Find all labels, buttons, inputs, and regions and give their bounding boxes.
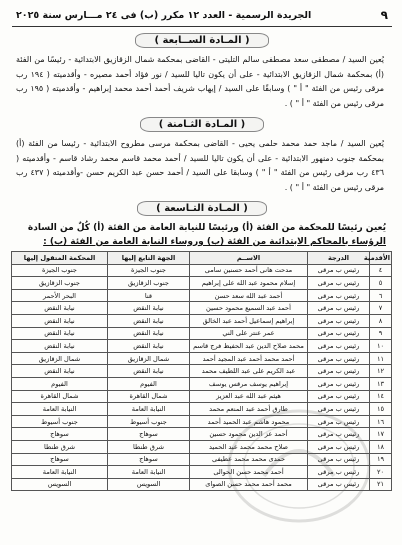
col-header-affiliation: الجهة التابع إليها — [108, 252, 190, 265]
cell-affiliation: النيابة العامة — [108, 403, 190, 416]
cell-affiliation: نيابة النقض — [108, 302, 190, 315]
cell-affiliation: شرق طنطا — [108, 440, 190, 453]
cell-rank: رئيس ب مرقى — [308, 403, 370, 416]
cell-affiliation: شمال القاهرة — [108, 390, 190, 403]
table-row — [12, 377, 392, 390]
article9-heading: ( المـادة التـاسعة ) — [12, 201, 392, 216]
cell-affiliation: سوهاج — [108, 428, 190, 441]
cell-destination: شمال الزقازيق — [12, 352, 108, 365]
cell-name: هيثم عبد الله عبد العزيز — [190, 390, 308, 403]
cell-affiliation: نيابة النقض — [108, 327, 190, 340]
cell-seniority: ٧ — [370, 302, 392, 315]
cell-seniority: ٨ — [370, 314, 392, 327]
article7-text: يُعين السيد / مصطفى سعد مصطفى سالم التليتى - القاضى بمحكمة شمال الزقازيق الابتدائية - رئيسًا من الفئة (أ) بمحكمة شمال الزقازيق الابتدائية - على أن يكون تاليا للسيد / نور فؤاد أحمد مصيره - وأقدميته ( ١٩٤ رب مرقى رئيس من الفئة " أ " ) وسابقًا على السيد / إيهاب شريف أحمد أحمد محمد إبراهيم - وأقدميته ( ١٩٥ رب مرقى رئيس من الفئة " أ " ) . — [16, 55, 385, 108]
table-row — [12, 440, 392, 453]
col-header-destination: المحكمة المتقول إليها — [12, 252, 108, 265]
cell-rank: رئيس ب مرقى — [308, 340, 370, 353]
cell-name: محمد صلاح الدين عبد الحفيظ فرج قاسم — [190, 340, 308, 353]
cell-seniority: ٢٠ — [370, 466, 392, 479]
cell-destination: شرق طنطا — [12, 440, 108, 453]
cell-destination: سوهاج — [12, 428, 108, 441]
cell-name: أحمد عبد السميع محمود حسين — [190, 302, 308, 315]
cell-seniority: ١٥ — [370, 403, 392, 416]
table-row — [12, 340, 392, 353]
cell-seniority: ١٦ — [370, 415, 392, 428]
table-row — [12, 277, 392, 290]
cell-rank: رئيس ب مرقى — [308, 377, 370, 390]
cell-seniority: ٩ — [370, 327, 392, 340]
page-header — [12, 6, 392, 24]
cell-name: محمد أحمد محمد حسن الصواى — [190, 478, 308, 491]
cell-rank: رئيس ب مرقى — [308, 478, 370, 491]
cell-seniority: ٥ — [370, 277, 392, 290]
article9-intro-line2: الرؤساء بالمحاكم الابتدائية من الفئة (ب) وروساء النيابة العامة من الفئة (ب) : — [43, 237, 386, 247]
cell-name: حمدى محمد محمد عطيفى — [190, 453, 308, 466]
cell-affiliation: السويس — [108, 478, 190, 491]
cell-name: أحمد محمد أحمد عبد المجيد أحمد — [190, 352, 308, 365]
cell-name: إسلام محمود عبد الله على إبراهيم — [190, 277, 308, 290]
cell-destination: جنوب الجيزة — [12, 264, 108, 277]
cell-rank: رئيس ب مرقى — [308, 415, 370, 428]
table-row — [12, 327, 392, 340]
cell-destination: شمال القاهرة — [12, 390, 108, 403]
cell-destination: نيابة النقض — [12, 314, 108, 327]
cell-destination: الفيوم — [12, 377, 108, 390]
col-header-seniority: الأقدمية — [370, 252, 392, 265]
table-row — [12, 403, 392, 416]
cell-rank: رئيس ب مرقى — [308, 365, 370, 378]
cell-name: طارق أحمد عبد المنعم محمد — [190, 403, 308, 416]
cell-affiliation: نيابة النقض — [108, 314, 190, 327]
cell-destination: جنوب الزقازيق — [12, 277, 108, 290]
table-row — [12, 365, 392, 378]
cell-seniority: ٤ — [370, 264, 392, 277]
col-header-rank: الدرجة — [308, 252, 370, 265]
header-divider — [12, 26, 392, 27]
cell-destination: جنوب أسيوط — [12, 415, 108, 428]
cell-destination: نيابة النقض — [12, 327, 108, 340]
table-row — [12, 289, 392, 302]
article8-text: يُعين السيد / ماجد حمد محمد حلمى يحيى - القاضى بمحكمة مرسى مطروح الابتدائية - رئيسا من الفئة (أ) بمحكمة جنوب دمنهور الابتدائية - على أن يكون تاليا للسيد / أحمد محمد قاسم محمد رشاد قاسم - وأقدميته ( ٤٣٦ رب مرقى رئيس من الفئة " أ " ) وسابقا على السيد / أحمد حسن عبد الكريم حسن -وأقدميته ( ٤٣٧ رب مرقى رئيس من الفئة " أ " ) . — [16, 139, 385, 192]
cell-rank: رئيس ب مرقى — [308, 264, 370, 277]
cell-name: صلاح محمد محمد عبد الحميد — [190, 440, 308, 453]
gazette-title: الجريدة الرسمية - العدد ١٢ مكرر (ب) فى ٢٤ مـــارس سنة ٢٠٢٥ — [16, 9, 312, 21]
cell-destination: السويس — [12, 478, 108, 491]
cell-name: عمر عنتر على الني — [190, 327, 308, 340]
cell-name: أحمد عز الدين محمود حسين — [190, 428, 308, 441]
gazette-page — [12, 6, 392, 540]
cell-rank: رئيس ب مرقى — [308, 390, 370, 403]
table-row — [12, 453, 392, 466]
page-number: ٩ — [380, 8, 388, 22]
cell-seniority: ٢١ — [370, 478, 392, 491]
cell-seniority: ١٨ — [370, 440, 392, 453]
table-row — [12, 264, 392, 277]
cell-rank: رئيس ب مرقى — [308, 428, 370, 441]
cell-rank: رئيس ب مرقى — [308, 440, 370, 453]
cell-affiliation: جنوب الزقازيق — [108, 277, 190, 290]
table-row — [12, 314, 392, 327]
cell-name: إبراهيم إسماعيل أحمد عبد الخالق — [190, 314, 308, 327]
cell-name: محمود هاشم عبد الحميد أحمد — [190, 415, 308, 428]
cell-destination: نيابة النقض — [12, 365, 108, 378]
article9-intro — [12, 221, 392, 249]
cell-rank: رئيس ب مرقى — [308, 453, 370, 466]
table-row — [12, 428, 392, 441]
cell-rank: رئيس ب مرقى — [308, 277, 370, 290]
cell-seniority: ١٣ — [370, 377, 392, 390]
article9-intro-line1: يُعين رئيسًا للمحكمة من الفئة (أ) ورئيسًا للنيابة العامة من الفئة (أ) كُلٌ من السادة — [27, 223, 386, 233]
table-header-row — [12, 252, 392, 265]
cell-affiliation: سوهاج — [108, 453, 190, 466]
appointments-table — [11, 251, 392, 491]
table-row — [12, 415, 392, 428]
table-row — [12, 478, 392, 491]
cell-name: عبد الكريم على عبد اللطيف محمد — [190, 365, 308, 378]
table-row — [12, 302, 392, 315]
cell-rank: رئيس ب مرقى — [308, 314, 370, 327]
cell-seniority: ١٧ — [370, 428, 392, 441]
table-body — [12, 264, 392, 491]
cell-destination: البحر الأحمر — [12, 289, 108, 302]
cell-seniority: ١٤ — [370, 390, 392, 403]
cell-seniority: ١٢ — [370, 365, 392, 378]
cell-seniority: ١١ — [370, 352, 392, 365]
cell-affiliation: الفيوم — [108, 377, 190, 390]
cell-seniority: ١٩ — [370, 453, 392, 466]
cell-affiliation: نيابة النقض — [108, 365, 190, 378]
cell-name: إبراهيم يوسف مرقس يوسف — [190, 377, 308, 390]
table-row — [12, 352, 392, 365]
cell-affiliation: جنوب الجيزة — [108, 264, 190, 277]
cell-name: أحمد محمد حسن الحوالى — [190, 466, 308, 479]
cell-rank: رئيس ب مرقى — [308, 327, 370, 340]
cell-affiliation: شمال الزقازيق — [108, 352, 190, 365]
article8-heading: ( المـادة الثـامنة ) — [12, 117, 392, 132]
cell-affiliation: نيابة النقض — [108, 340, 190, 353]
article7-heading: ( المـادة الســابعة ) — [12, 33, 392, 48]
col-header-name: الاســم — [190, 252, 308, 265]
cell-rank: رئيس ب مرقى — [308, 302, 370, 315]
cell-seniority: ٦ — [370, 289, 392, 302]
table-row — [12, 466, 392, 479]
cell-rank: رئيس ب مرقى — [308, 352, 370, 365]
cell-seniority: ١٠ — [370, 340, 392, 353]
cell-rank: رئيس ب مرقى — [308, 289, 370, 302]
cell-destination: النيابة العامة — [12, 403, 108, 416]
cell-destination: نيابة النقض — [12, 302, 108, 315]
cell-name: أحمد عبد الله سعد حسن — [190, 289, 308, 302]
table-row — [12, 390, 392, 403]
cell-destination: نيابة النقض — [12, 340, 108, 353]
cell-destination: النيابة العامة — [12, 466, 108, 479]
cell-affiliation: جنوب أسيوط — [108, 415, 190, 428]
cell-affiliation: النيابة العامة — [108, 466, 190, 479]
cell-rank: رئيس ب مرقى — [308, 466, 370, 479]
cell-name: مدحت هانى أحمد حسنين سامى — [190, 264, 308, 277]
cell-destination: سوهاج — [12, 453, 108, 466]
cell-affiliation: قنا — [108, 289, 190, 302]
